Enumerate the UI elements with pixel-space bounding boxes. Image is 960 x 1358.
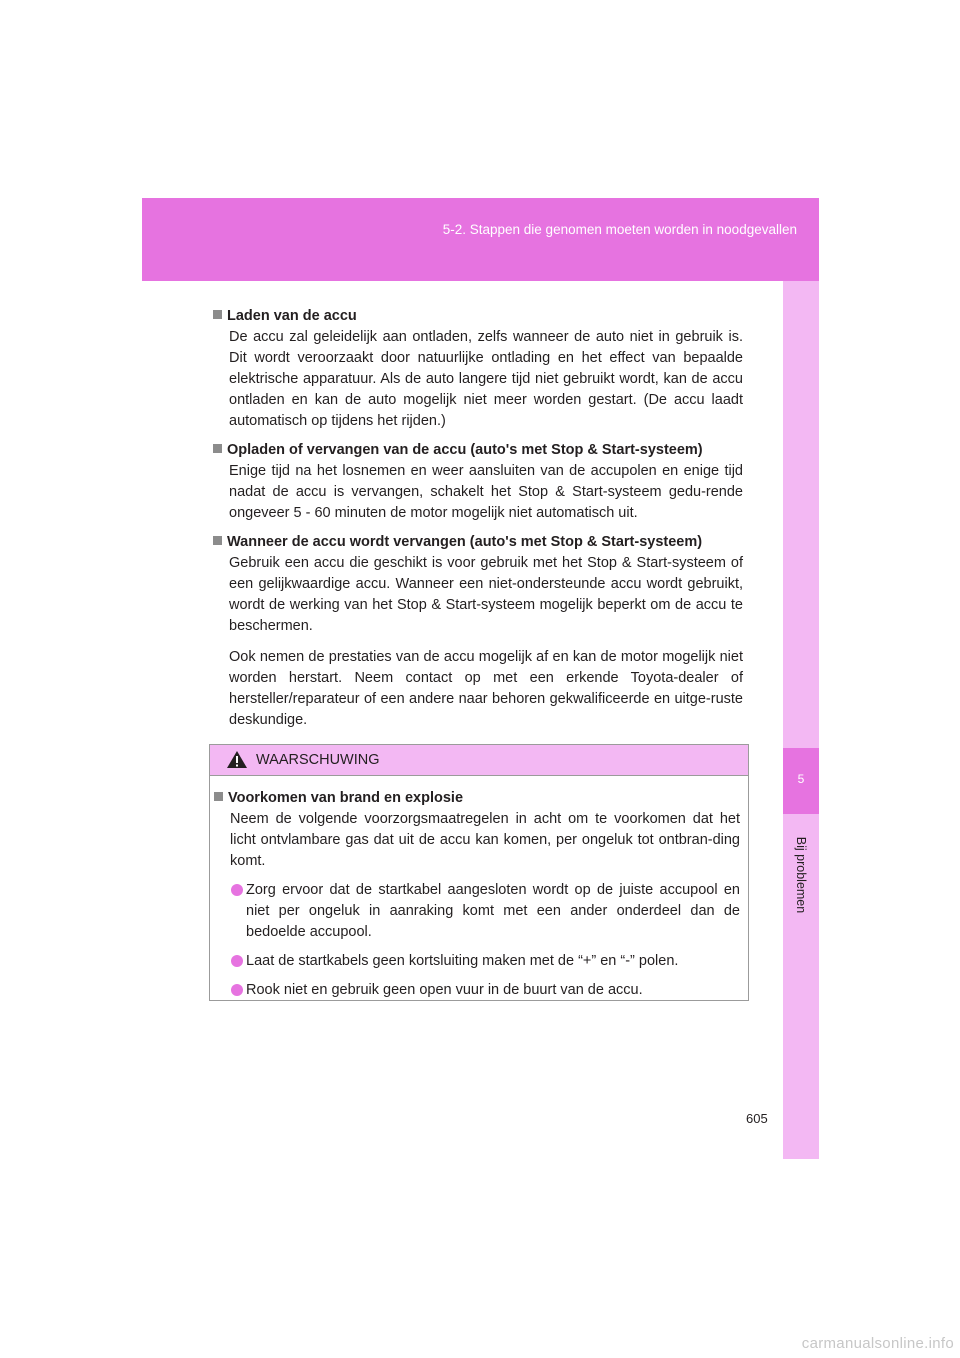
- section-paragraph: Ook nemen de prestaties van de accu mogelijk af en kan de motor mogelijk niet worden herstart. Neem contact op met een erkende Toyota-dealer of hersteller/reparateur of een andere naar behoren gekwalificeerde en uitge-ruste deskundige.: [229, 649, 743, 728]
- warning-bullet: [214, 951, 740, 972]
- warning-bullet-text: Zorg ervoor dat de startkabel aangesloten wordt op de juiste accupool en niet per ongeluk in aanraking komt met een ander onderdeel dan de bedoelde accupool.: [246, 882, 740, 940]
- square-bullet-icon: [213, 310, 222, 319]
- warning-subtitle: [214, 788, 740, 809]
- chapter-number-tab: [783, 748, 819, 814]
- section-paragraph: Gebruik een accu die geschikt is voor gebruik met het Stop & Start-systeem of een gelijkwaardige accu. Wanneer een niet-ondersteunde accu wordt gebruikt, wordt de werking van het Stop & Start-systeem mogelijk beperkt om de accu te beschermen.: [229, 555, 743, 634]
- header-band: [142, 198, 819, 281]
- warning-bullet-text: Laat de startkabels geen kortsluiting maken met de “+” en “-” polen.: [246, 953, 679, 969]
- chapter-number: 5: [797, 772, 805, 786]
- square-bullet-icon: [214, 792, 223, 801]
- section-title-text: Laden van de accu: [227, 308, 357, 324]
- warning-bullet: [214, 980, 740, 1001]
- section-laden: [213, 306, 743, 432]
- section-paragraph: Enige tijd na het losnemen en weer aansluiten van de accupolen en enige tijd nadat de accu is vervangen, schakelt het Stop & Start-systeem gedu-rende ongeveer 5 - 60 minuten de motor mogelijk niet automatisch uit.: [229, 463, 743, 521]
- main-content: [213, 306, 743, 739]
- bullet-dot-icon: [231, 884, 243, 896]
- section-paragraph: De accu zal geleidelijk aan ontladen, zelfs wanneer de auto niet in gebruik is. Dit wordt veroorzaakt door natuurlijke ontlading en het effect van bepaalde elektrische apparatuur. Als de auto langere tijd niet gebruikt wordt, kan de accu ontladen en kan de auto mogelijk niet meer worden gestart. (De accu laadt automatisch op tijdens het rijden.): [229, 329, 743, 429]
- section-header-title: 5-2. Stappen die genomen moeten worden in noodgevallen: [442, 222, 797, 237]
- warning-triangle-icon: [226, 750, 248, 769]
- warning-bullet: [214, 880, 740, 943]
- warning-header: [210, 745, 748, 776]
- warning-bullet-text: Rook niet en gebruik geen open vuur in de buurt van de accu.: [246, 982, 643, 998]
- section-vervangen: [213, 532, 743, 731]
- chapter-label: Bij problemen: [794, 836, 808, 914]
- warning-box: [209, 744, 749, 1001]
- section-title: [213, 532, 743, 553]
- square-bullet-icon: [213, 444, 222, 453]
- square-bullet-icon: [213, 536, 222, 545]
- watermark: carmanualsonline.info: [801, 1335, 954, 1352]
- section-title: [213, 306, 743, 327]
- page-number: 605: [746, 1111, 768, 1126]
- section-title-text: Wanneer de accu wordt vervangen (auto's met Stop & Start-systeem): [227, 534, 703, 550]
- bullet-dot-icon: [231, 984, 243, 996]
- warning-body: [210, 776, 748, 1001]
- section-title-text: Opladen of vervangen van de accu (auto's met Stop & Start-systeem): [227, 442, 703, 458]
- warning-subtitle-text: Voorkomen van brand en explosie: [228, 790, 464, 806]
- chapter-side-tab: [783, 281, 819, 1159]
- section-opladen: [213, 440, 743, 524]
- warning-title: WAARSCHUWING: [256, 752, 380, 768]
- section-title: [213, 440, 743, 461]
- bullet-dot-icon: [231, 955, 243, 967]
- warning-intro: Neem de volgende voorzorgsmaatregelen in acht om te voorkomen dat het licht ontvlambare gas dat uit de accu kan komen, per ongeluk tot ontbran-ding komt.: [230, 811, 740, 869]
